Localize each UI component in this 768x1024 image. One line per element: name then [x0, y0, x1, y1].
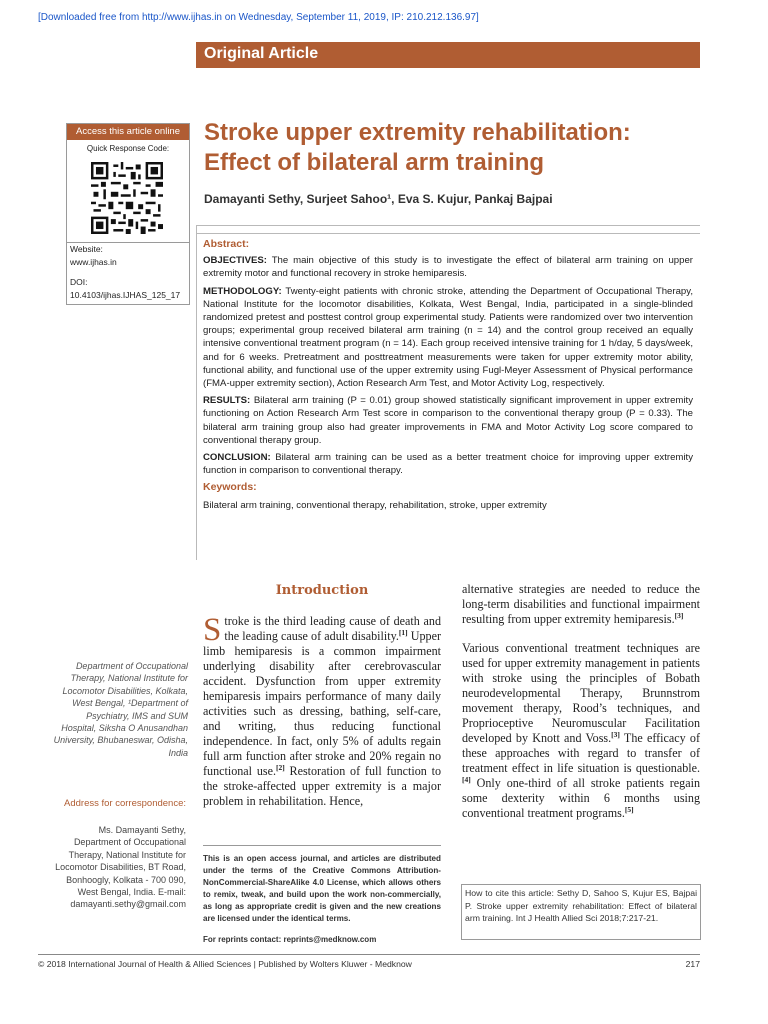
website-label: Website: — [70, 244, 103, 254]
doi-value[interactable]: 10.4103/ijhas.IJHAS_125_17 — [70, 290, 181, 300]
citation-ref[interactable]: [5] — [624, 804, 634, 814]
conclusion-text: Bilateral arm training can be used as a better treatment choice for improving upper extremity function in comparison to conventional therapy. — [203, 452, 693, 477]
open-access-notice: This is an open access journal, and articles are distributed under the terms of the Creative Commons Attribution-NonCommercial-ShareAlike 4.0 License, which allows others to remix, tweak, and build upon the work non-commercially, as long as appropriate credit is given and the new creations are licensed under the identical terms. — [203, 854, 441, 923]
citation-ref[interactable]: [4] — [462, 774, 471, 784]
objectives-label: OBJECTIVES: — [203, 255, 267, 267]
article-type-label: Original Article — [204, 45, 319, 62]
intro-text-1c-end: alternative strategies are needed to reduce the long-term disabilities and functional impairment resulting from upper extremity hemiparesis. — [462, 582, 700, 626]
methodology-text: Twenty-eight patients with chronic stroke, attending the Department of Occupational Therapy, National Institute for the locomotor disabilities, Kolkata, West Bengal, India, participated in a single-blinded randomized pretest and posttest control group experimental study. Patients were randomized over two intervention groups; experimental group received bilateral arm training (n = 14) and the control group received an equally intensive conventional treatment program (n = 14). Each group received intensive training for 1 h/day, 5 days/week, and for 6 weeks. Pretreatment and posttreatment measurements were taken for upper extremity motor ability, functional ability, and functional use of the upper extremity using Fugl-Meyer Assessment of Physical performance (FMA-upper extremity section), Action Research Arm Test, and Motor Activity Log, respectively. — [203, 285, 693, 390]
reprints-contact: For reprints contact: reprints@medknow.com — [203, 935, 377, 944]
abstract-second-rule — [196, 233, 700, 234]
abstract-left-rule — [196, 225, 197, 560]
abstract-objectives — [203, 254, 693, 280]
access-box-header: Access this article online — [67, 124, 189, 140]
results-text: Bilateral arm training (P = 0.01) group showed statistically significant improvement in upper extremity functioning on Action Research Arm Test score in comparison to the conventional therapy group (P = 0.33). The bilateral arm training group also had greater improvements in FMA and Motor Activity Log score compared to conventional therapy group. — [203, 395, 693, 446]
journal-footer: © 2018 International Journal of Health & Allied Sciences | Published by Wolters Kluwer - Medknow — [38, 959, 412, 969]
title-line-2: Effect of bilateral arm training — [204, 149, 545, 176]
intro-text-1c-start: Restoration of full function to the stroke-affected upper extremity is a major problem in rehabilitation. Hence, — [203, 764, 441, 808]
abstract-block — [203, 238, 693, 512]
introduction-heading: Introduction — [275, 583, 369, 598]
intro-paragraph-2 — [462, 641, 700, 821]
author-affiliation: Department of Occupational Therapy, National Institute for Locomotor Disabilities, Kolkata, West Bengal, ¹Department of Psychiatry, IMS and SUM Hospital, Siksha O Anusandhan University, Bhubaneswar, Odisha, India — [53, 661, 188, 758]
body-column-right — [462, 582, 700, 821]
citation-ref[interactable]: [3] — [674, 610, 684, 620]
intro-text-2b: The efficacy of these approaches with regard to transfer of treatment effect in life situation is questionable. — [462, 731, 700, 775]
conclusion-label: CONCLUSION: — [203, 452, 271, 464]
how-to-cite-text: How to cite this article: Sethy D, Sahoo S, Kujur ES, Bajpai P. Stroke upper extremity rehabilitation: Effect of bilateral arm training. Int J Health Allied Sci 2018;7:217-21. — [465, 888, 697, 924]
methodology-label: METHODOLOGY: — [203, 285, 282, 297]
intro-text-1a: troke is the third leading cause of death and the leading cause of adult disability. — [224, 614, 441, 643]
qr-code-label: Quick Response Code: — [86, 144, 170, 153]
intro-text-2a: Various conventional treatment techniques are used for upper extremity management in patients with stroke using the principles of Bobath neurodevelopmental Therapy, Brunnstrom movement therapy, Rood’s techniques, and Proprioceptive Neuromuscular Facilitation developed by Knott and Voss. — [462, 641, 700, 745]
download-notice: [Downloaded free from http://www.ijhas.in on Wednesday, September 11, 2019, IP: 210.212.136.97] — [38, 12, 479, 23]
abstract-methodology — [203, 285, 693, 391]
intro-paragraph-1 — [203, 614, 441, 809]
website-link[interactable]: www.ijhas.in — [70, 257, 117, 267]
intro-paragraph-1-cont — [462, 582, 700, 627]
access-box-divider — [67, 242, 189, 243]
abstract-conclusion — [203, 451, 693, 477]
abstract-top-rule — [196, 225, 700, 226]
how-to-cite-box — [461, 884, 701, 940]
access-online-box — [66, 123, 190, 305]
title-line-1: Stroke upper extremity rehabilitation: — [204, 119, 631, 146]
keywords-text: Bilateral arm training, conventional therapy, rehabilitation, stroke, upper extremity — [203, 499, 547, 511]
correspondence-address: Ms. Damayanti Sethy, Department of Occupational Therapy, National Institute for Locomotor Disabilities, BT Road, Bonhoogly, Kolkata - 700 090, West Bengal, India. E-mail: damayanti.sethy@gmail.com — [55, 825, 186, 910]
license-rule — [203, 845, 441, 846]
citation-ref[interactable]: [1] — [398, 627, 408, 637]
keywords-heading: Keywords: — [203, 481, 257, 494]
page-number: 217 — [685, 959, 700, 969]
qr-code-icon[interactable] — [91, 162, 163, 234]
body-column-left — [203, 614, 441, 809]
drop-cap: S — [203, 612, 222, 648]
article-title — [204, 118, 744, 178]
citation-ref[interactable]: [2] — [275, 762, 285, 772]
footer-rule — [38, 954, 700, 955]
abstract-results — [203, 394, 693, 447]
objectives-text: The main objective of this study is to investigate the effect of bilateral arm training on upper extremity motor and functional recovery in stroke hemiparesis. — [203, 255, 693, 280]
intro-text-2c: Only one-third of all stroke patients regain some dexterity within 6 months using conventional treatment programs. — [462, 776, 700, 820]
intro-text-1b: Upper limb hemiparesis is a common impairment underlying disability after cerebrovascular accident. Dysfunction from upper extremity hemiparesis impairs performance of many daily activities such as dressing, bathing, self-care, and writing, thus reducing functional independence. In fact, only 5% of adults regain full arm function after stroke and 20% regain no functional use. — [203, 629, 442, 778]
citation-ref[interactable]: [3] — [611, 729, 620, 739]
correspondence-heading: Address for correspondence: — [64, 798, 186, 809]
doi-label: DOI: — [70, 277, 88, 287]
article-type-bar — [196, 42, 700, 68]
results-label: RESULTS: — [203, 395, 251, 407]
abstract-heading: Abstract: — [203, 238, 250, 250]
author-list: Damayanti Sethy, Surjeet Sahoo¹, Eva S. Kujur, Pankaj Bajpai — [204, 192, 553, 206]
